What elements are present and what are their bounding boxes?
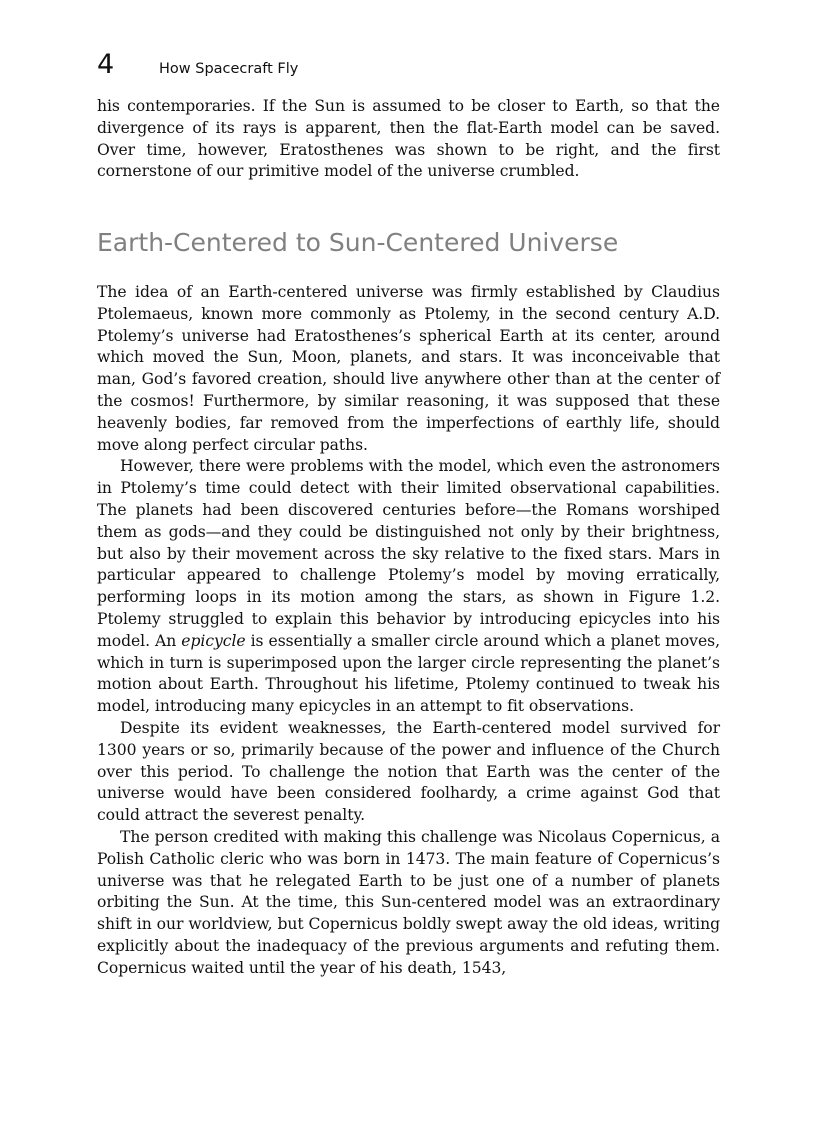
page-number: 4 [97, 49, 115, 80]
paragraph-text-after-term: is essentially a smaller circle around which a planet moves, which in turn is superimposed upon the larger circle representing the planet’s motion about Earth. Throughout his lifetime, Ptolemy continued to tweak his model, introducing many epicycles in an attempt to fit observations. [97, 631, 720, 716]
running-head [97, 50, 298, 84]
paragraph-ptolemy-universe: The idea of an Earth-centered universe was firmly established by Claudius Ptolemaeus, known more commonly as Ptolemy, in the second century A.D. Ptolemy’s universe had Eratosthenes’s spherical Earth at its center, around which moved the Sun, Moon, planets, and stars. It was inconceivable that man, God’s favored creation, should live anywhere other than at the center of the cosmos! Furthermore, by similar reasoning, it was supposed that these heavenly bodies, far removed from the imperfections of earthly life, should move along perfect circular paths. [97, 283, 720, 454]
epicycle-term: epicycle [181, 631, 246, 650]
paragraph-copernicus: The person credited with making this challenge was Nicolaus Copernicus, a Polish Catholic cleric who was born in 1473. The main feature of Copernicus’s universe was that he relegated Earth to be just one of a number of planets orbiting the Sun. At the time, this Sun-centered model was an extraordinary shift in our worldview, but Copernicus boldly swept away the old ideas, writing explicitly about the inadequacy of the previous arguments and refuting them. Copernicus waited until the year of his death, 1543, [97, 827, 720, 977]
paragraph-text-before-term: However, there were problems with the model, which even the astronomers in Ptolemy’s time could detect with their limited observational capabilities. The planets had been discovered centuries before—the Romans worshiped them as gods—and they could be distinguished not only by their brightness, but also by their movement across the sky relative to the fixed stars. Mars in particular appeared to challenge Ptolemy’s model by moving erratically, performing loops in its motion among the stars, as shown in Figure 1.2. Ptolemy struggled to explain this behavior by introducing epicycles into his model. An [97, 457, 720, 650]
running-title: How Spacecraft Fly [159, 61, 299, 77]
paragraph-model-problems [97, 456, 720, 718]
section-heading: Earth-Centered to Sun-Centered Universe [97, 228, 619, 257]
section-body [97, 282, 720, 980]
paragraph-earth-centered-survival: Despite its evident weaknesses, the Earth-centered model survived for 1300 years or so, primarily because of the power and influence of the Church over this period. To challenge the notion that Earth was the center of the universe would have been considered foolhardy, a crime against God that could attract the severest penalty. [97, 718, 720, 825]
opening-paragraph: his contemporaries. If the Sun is assumed to be closer to Earth, so that the divergence of its rays is apparent, then the flat-Earth model can be saved. Over time, however, Eratosthenes was shown to be right, and the first cornerstone of our primitive model of the universe crumbled. [97, 97, 720, 181]
